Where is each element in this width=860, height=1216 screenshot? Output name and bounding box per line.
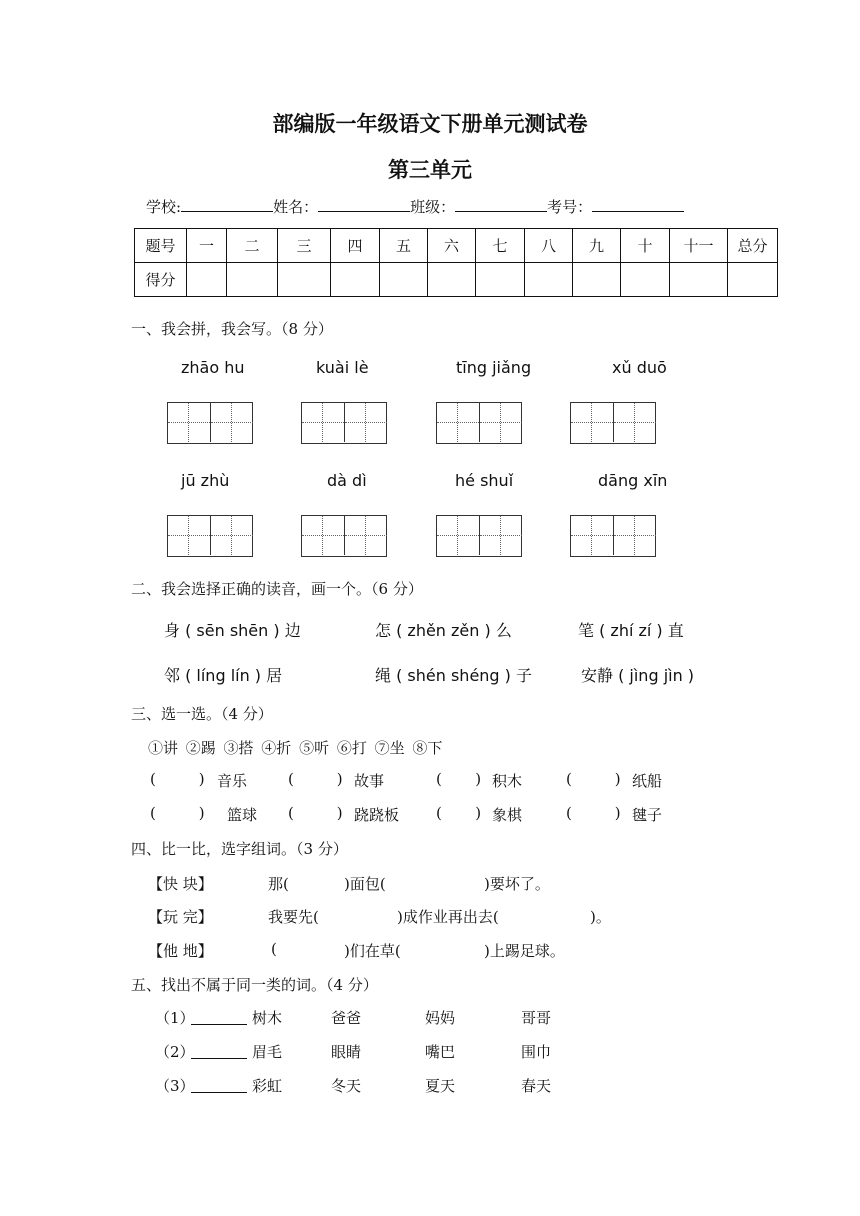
section-2-heading: 二、我会选择正确的读音，画一个。（6 分）	[131, 580, 423, 598]
score-cell[interactable]	[476, 263, 525, 297]
answer-blank[interactable]	[191, 1010, 247, 1029]
writing-grid[interactable]	[436, 515, 522, 557]
writing-grid[interactable]	[570, 402, 656, 444]
score-cell[interactable]	[227, 263, 278, 297]
writing-grid[interactable]	[167, 402, 253, 444]
char-pair: 【快 块】	[148, 875, 213, 893]
pinyin-label: tīng jiǎng	[456, 358, 532, 377]
pinyin-label: xǔ duō	[612, 358, 667, 377]
score-cell[interactable]	[621, 263, 670, 297]
score-table-header-row	[135, 229, 778, 263]
bracket-blank[interactable]: ( )	[566, 804, 621, 822]
word-option: 眼睛	[331, 1043, 362, 1061]
char-pair: 【玩 完】	[148, 908, 213, 926]
table-cell: 五	[380, 229, 428, 263]
phrase-word: 故事	[354, 772, 385, 790]
school-label: 学校:	[146, 198, 182, 216]
word-option: 冬天	[331, 1077, 362, 1095]
table-cell: 四	[331, 229, 380, 263]
reading-choice[interactable]: 身 ( sēn shēn ) 边	[164, 621, 301, 640]
sentence-part: 我要先(	[268, 908, 319, 926]
score-cell[interactable]	[670, 263, 728, 297]
unit-subtitle: 第三单元	[388, 158, 472, 182]
word-option: 爸爸	[331, 1009, 362, 1027]
section-4-heading: 四、比一比，选字组词。（3 分）	[131, 840, 348, 858]
score-cell[interactable]	[187, 263, 227, 297]
sentence-part: (	[271, 940, 277, 958]
school-field[interactable]	[181, 197, 273, 212]
score-cell[interactable]	[380, 263, 428, 297]
section-1-heading: 一、我会拼，我会写。（8 分）	[131, 320, 333, 338]
class-label: 班级：	[410, 198, 456, 216]
table-cell: 总分	[728, 229, 778, 263]
phrase-word: 音乐	[217, 772, 248, 790]
sentence-part: )要坏了。	[484, 875, 550, 893]
table-cell: 二	[227, 229, 278, 263]
word-option: 哥哥	[521, 1009, 552, 1027]
char-pair: 【他 地】	[148, 942, 213, 960]
table-cell: 得分	[135, 263, 187, 297]
score-cell[interactable]	[278, 263, 331, 297]
bracket-blank[interactable]: ( )	[436, 770, 482, 788]
name-label: 姓名：	[273, 198, 319, 216]
number-field[interactable]	[592, 197, 684, 212]
reading-choice[interactable]: 笔 ( zhí zí ) 直	[578, 621, 684, 640]
word-option: 围巾	[521, 1043, 552, 1061]
word-option: 彩虹	[252, 1077, 283, 1095]
pinyin-label: dà dì	[327, 471, 367, 490]
table-cell: 十一	[670, 229, 728, 263]
pinyin-label: kuài lè	[316, 358, 369, 377]
name-field[interactable]	[318, 197, 410, 212]
phrase-word: 毽子	[632, 806, 663, 824]
writing-grid[interactable]	[301, 402, 387, 444]
row-number: （2）	[155, 1043, 195, 1061]
sentence-part: )上踢足球。	[484, 942, 565, 960]
table-cell: 题号	[135, 229, 187, 263]
writing-grid[interactable]	[167, 515, 253, 557]
score-cell[interactable]	[428, 263, 476, 297]
table-cell: 七	[476, 229, 525, 263]
phrase-word: 积木	[492, 772, 523, 790]
table-cell: 六	[428, 229, 476, 263]
class-field[interactable]	[455, 197, 547, 212]
number-label: 考号：	[547, 198, 593, 216]
sentence-part: 那(	[268, 875, 289, 893]
score-cell[interactable]	[728, 263, 778, 297]
bracket-blank[interactable]: ( )	[150, 804, 205, 822]
student-info-line	[146, 196, 684, 217]
reading-choice[interactable]: 怎 ( zhěn zěn ) 么	[375, 621, 512, 640]
table-cell: 八	[525, 229, 573, 263]
table-cell: 一	[187, 229, 227, 263]
word-option: 夏天	[425, 1077, 456, 1095]
bracket-blank[interactable]: ( )	[566, 770, 621, 788]
writing-grid[interactable]	[301, 515, 387, 557]
table-cell: 十	[621, 229, 670, 263]
verb-options: ①讲 ②踢 ③搭 ④折 ⑤听 ⑥打 ⑦坐 ⑧下	[148, 739, 443, 757]
phrase-word: 跷跷板	[354, 806, 400, 824]
row-number: （1）	[155, 1009, 195, 1027]
word-option: 树木	[252, 1009, 283, 1027]
score-table-score-row	[135, 263, 778, 297]
writing-grid[interactable]	[436, 402, 522, 444]
score-cell[interactable]	[331, 263, 380, 297]
writing-grid[interactable]	[570, 515, 656, 557]
sentence-part: )成作业再出去(	[397, 908, 499, 926]
reading-choice[interactable]: 绳 ( shén shéng ) 子	[375, 666, 532, 685]
bracket-blank[interactable]: ( )	[150, 770, 205, 788]
phrase-word: 篮球	[227, 806, 258, 824]
sentence-part: )面包(	[344, 875, 386, 893]
bracket-blank[interactable]: ( )	[436, 804, 482, 822]
score-table	[134, 228, 778, 297]
pinyin-label: dāng xīn	[598, 471, 668, 490]
sentence-part: )。	[590, 908, 611, 926]
answer-blank[interactable]	[191, 1044, 247, 1063]
table-cell: 九	[573, 229, 621, 263]
table-cell: 三	[278, 229, 331, 263]
score-cell[interactable]	[525, 263, 573, 297]
score-cell[interactable]	[573, 263, 621, 297]
reading-choice[interactable]: 邻 ( líng lín ) 居	[164, 666, 283, 685]
reading-choice[interactable]: 安静 ( jìng jìn )	[581, 666, 695, 685]
bracket-blank[interactable]: ( )	[288, 804, 343, 822]
word-option: 妈妈	[425, 1009, 456, 1027]
pinyin-label: zhāo hu	[181, 358, 245, 377]
word-option: 春天	[521, 1077, 552, 1095]
row-number: （3）	[155, 1077, 195, 1095]
phrase-word: 纸船	[632, 772, 663, 790]
exam-title: 部编版一年级语文下册单元测试卷	[272, 112, 588, 136]
pinyin-label: jū zhù	[181, 471, 230, 490]
sentence-part: )们在草(	[344, 942, 401, 960]
section-3-heading: 三、选一选。（4 分）	[131, 705, 273, 723]
section-5-heading: 五、找出不属于同一类的词。（4 分）	[131, 976, 378, 994]
answer-blank[interactable]	[191, 1078, 247, 1097]
word-option: 眉毛	[252, 1043, 283, 1061]
bracket-blank[interactable]: ( )	[288, 770, 343, 788]
pinyin-label: hé shuǐ	[455, 471, 514, 490]
phrase-word: 象棋	[492, 806, 523, 824]
word-option: 嘴巴	[425, 1043, 456, 1061]
